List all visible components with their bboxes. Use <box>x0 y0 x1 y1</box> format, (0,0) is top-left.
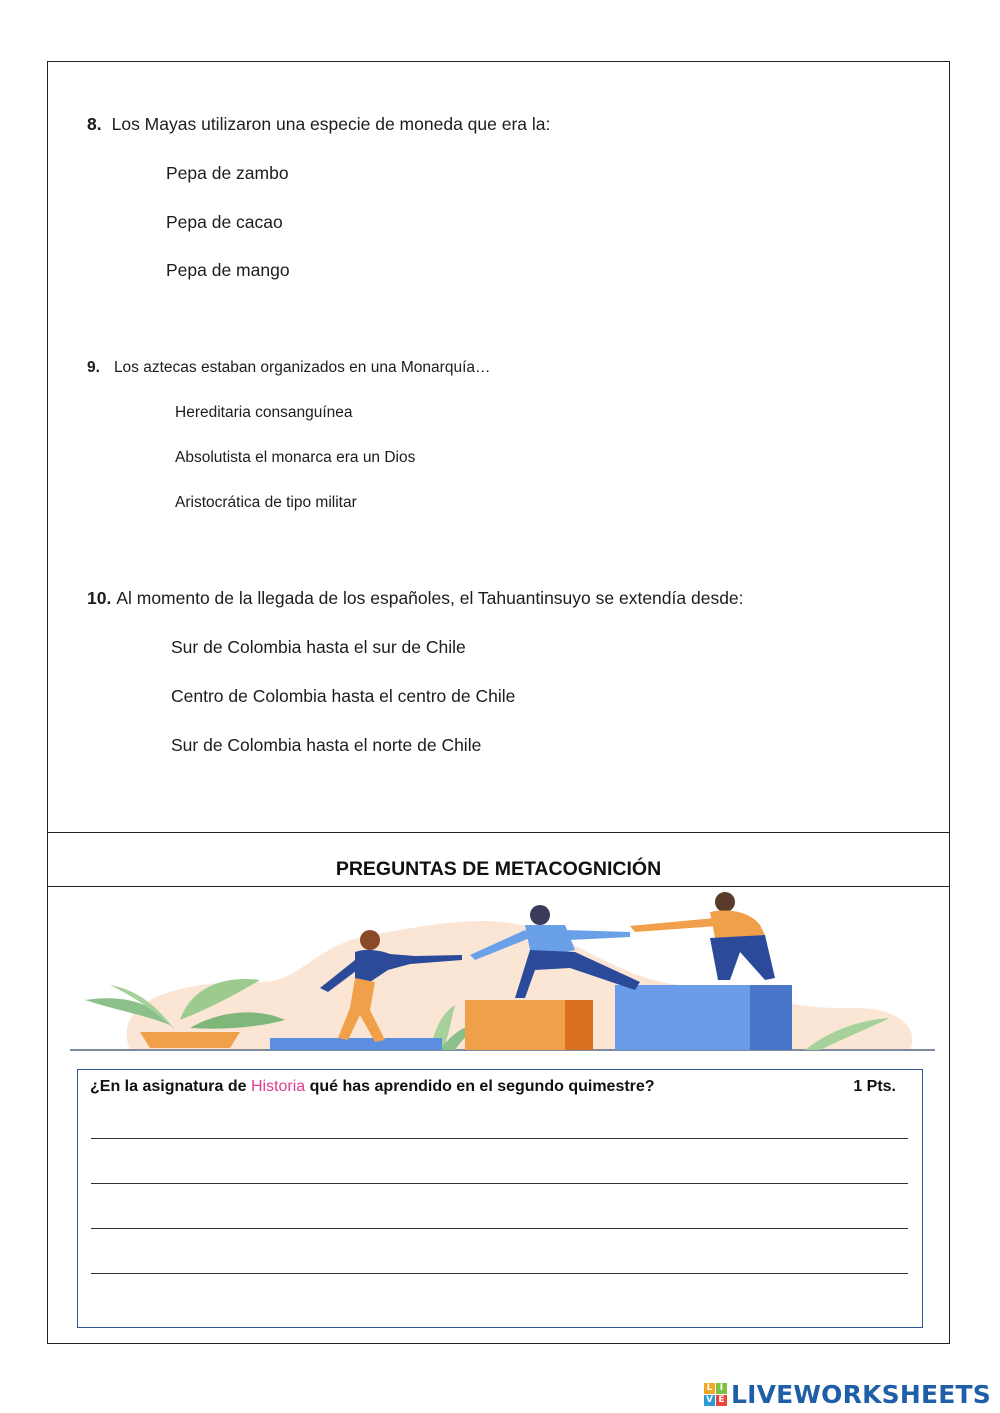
question-9-option-2[interactable]: Absolutista el monarca era un Dios <box>175 449 416 466</box>
answer-line-1[interactable] <box>91 1138 908 1139</box>
logo-letter-v: V <box>704 1395 715 1406</box>
teamwork-illustration <box>70 890 940 1055</box>
question-9-number: 9. <box>87 359 100 376</box>
liveworksheets-logo <box>704 1376 991 1412</box>
question-10-option-1[interactable]: Sur de Colombia hasta el sur de Chile <box>171 637 466 657</box>
answer-box <box>77 1069 923 1328</box>
question-10-option-2[interactable]: Centro de Colombia hasta el centro de Chile <box>171 686 516 706</box>
question-10 <box>87 588 744 609</box>
question-9-text: Los aztecas estaban organizados en una Monarquía… <box>113 359 491 376</box>
answer-line-2[interactable] <box>91 1183 908 1184</box>
logo-icon <box>704 1383 727 1406</box>
section-divider-top <box>48 832 949 833</box>
metacognition-title: PREGUNTAS DE METACOGNICIÓN <box>335 858 662 880</box>
question-9-option-3[interactable]: Aristocrática de tipo militar <box>175 494 357 511</box>
answer-line-4[interactable] <box>91 1273 908 1274</box>
question-8-option-3[interactable]: Pepa de mango <box>166 260 290 280</box>
prompt-after: qué has aprendido en el segundo quimestre? <box>305 1078 655 1095</box>
question-9-option-1[interactable]: Hereditaria consanguínea <box>175 404 353 421</box>
question-10-option-3[interactable]: Sur de Colombia hasta el norte de Chile <box>171 735 482 755</box>
section-divider-bottom <box>48 886 949 887</box>
worksheet-frame <box>47 61 950 1344</box>
metacognition-prompt <box>90 1078 655 1096</box>
logo-letter-e: E <box>716 1395 727 1406</box>
answer-line-3[interactable] <box>91 1228 908 1229</box>
prompt-before: ¿En la asignatura de <box>90 1078 251 1095</box>
question-8-option-2[interactable]: Pepa de cacao <box>166 212 283 232</box>
question-10-number: 10. <box>87 588 112 608</box>
prompt-subject: Historia <box>250 1078 306 1095</box>
question-9 <box>87 359 491 377</box>
question-8-option-1[interactable]: Pepa de zambo <box>166 163 289 183</box>
question-8-text: Los Mayas utilizaron una especie de moneda que era la: <box>111 114 551 134</box>
question-8 <box>87 114 550 135</box>
logo-letter-i: I <box>716 1383 727 1394</box>
points-label: 1 Pts. <box>853 1078 896 1095</box>
question-10-text: Al momento de la llegada de los españoles, el Tahuantinsuyo se extendía desde: <box>116 588 744 608</box>
question-8-number: 8. <box>87 114 102 134</box>
logo-letter-l: L <box>704 1383 715 1394</box>
brand-name: LIVEWORKSHEETS <box>730 1379 991 1409</box>
